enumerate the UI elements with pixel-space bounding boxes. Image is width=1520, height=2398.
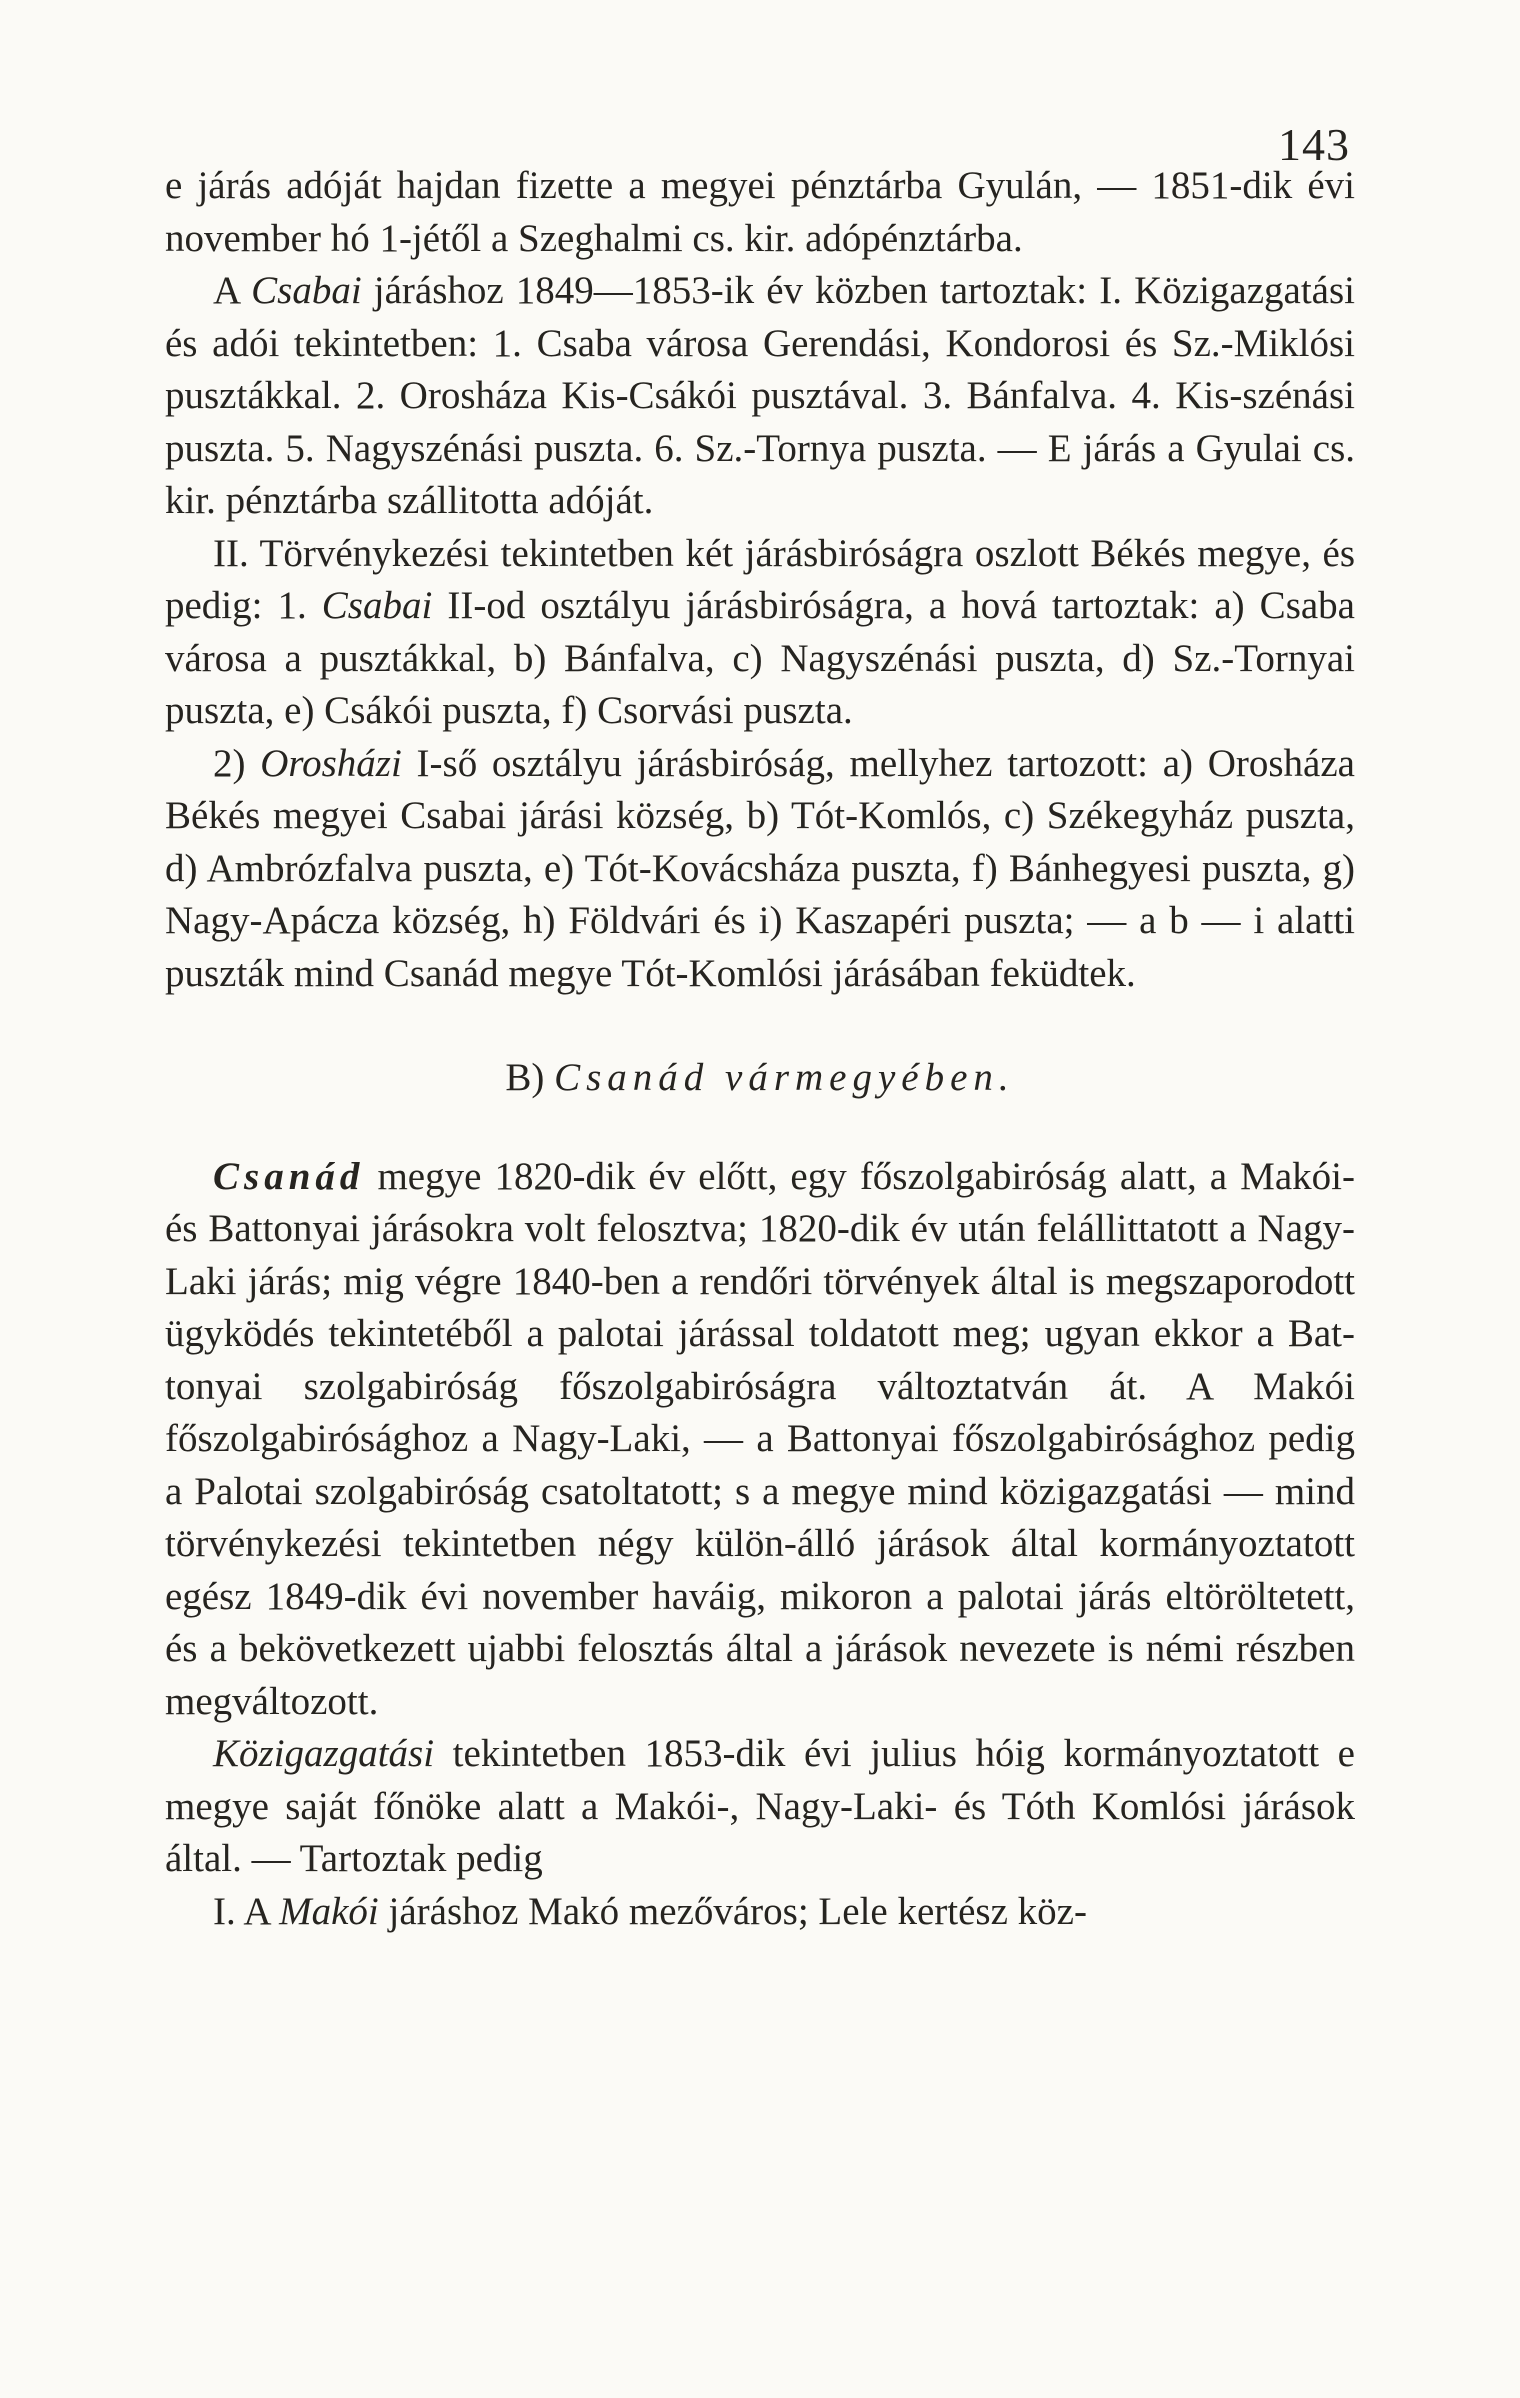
paragraph bbox=[165, 265, 1355, 528]
paragraph-text: megye 1820-dik év előtt, egy főszolgabiróság alatt, a Makói- és Battonyai járásokra volt felosztva; 1820-dik év után felállittatott a Nagy-Laki járás; mig végre 1840-ben a rendőri törvények által is megszaporodott ügyködés tekintetéből a palotai járással toldatott meg; ugyan ekkor a Battonyai szolgabiróság főszolgabiróságra változtatván át. A Makói főszolgabirósághoz a Nagy-Laki, — a Battonyai főszolgabirósághoz pedig a Palotai szolgabiróság csatoltatott; s a megye mind közigazgatási — mind törvénykezési tekintetben négy külön-álló járások által kormányoztatott egész 1849-dik évi november haváig, mikoron a palotai járás eltöröltetett, és a bekövetkezett ujabbi felosztás által a járások nevezete is némi részben megváltozott. bbox=[165, 1154, 1355, 1723]
paragraph-text: e járás adóját hajdan fizette a megyei pénztárba Gyulán, — 1851-dik évi november hó 1-jétől a Szeghalmi cs. kir. adópénztárba. bbox=[165, 164, 1355, 260]
paragraph bbox=[165, 528, 1355, 738]
emphasis-text: Csabai bbox=[251, 269, 362, 312]
paragraph-text: járáshoz 1849—1853-ik év közben tartoztak: I. Közigazgatási és adói tekintetben: 1. Csaba városa Gerendási, Kondorosi és Sz.-Miklósi pusztákkal. 2. Orosháza Kis-Csákói pusztával. 3. Bánfalva. 4. Kis-szénási puszta. 5. Nagyszénási puszta. 6. Sz.-Tornya puszta. — E járás a Gyulai cs. kir. pénztárba szállitotta adóját. bbox=[165, 269, 1355, 522]
emphasis-text: Orosházi bbox=[260, 741, 402, 785]
paragraph bbox=[165, 738, 1355, 1001]
paragraph bbox=[165, 1728, 1355, 1886]
paragraph-text: II. Törvénykezési tekintetben két járásbiróságra oszlott Békés megye, és pedig: 1. bbox=[165, 531, 1355, 627]
paragraph-text: tekintetben 1853-dik évi julius hóig kormányoztatott e megye saját főnöke alatt a Makói-, Nagy-Laki- és Tóth Komlósi járások által. — Tartoztak pedig bbox=[165, 1732, 1355, 1880]
section-heading-title: Csanád vármegyében. bbox=[554, 1056, 1015, 1099]
body-text bbox=[165, 160, 1355, 1938]
paragraph bbox=[165, 1886, 1355, 1939]
paragraph-text: I. A bbox=[213, 1889, 280, 1933]
emphasis-text: Makói bbox=[279, 1889, 379, 1933]
emphasis-text: Csanád bbox=[213, 1154, 365, 1198]
paragraph-text: II-od osztályu járásbiróságra, a hová tartoztak: a) Csaba városa a pusztákkal, b) Bánfalva, c) Nagyszénási puszta, d) Sz.-Tornyai puszta, e) Csákói puszta, f) Csorvási puszta. bbox=[165, 584, 1355, 732]
section-heading-prefix: B) bbox=[505, 1056, 545, 1099]
paragraph-text: I-ső osztályu járásbiróság, mellyhez tartozott: a) Orosháza Békés megyei Csabai járási község, b) Tót-Komlós, c) Székegyház puszta, d) Ambrózfalva puszta, e) Tót-Kovácsháza puszta, f) Bánhegyesi puszta, g) Nagy-Apácza község, h) Földvári és i) Kaszapéri puszta; — a b — i alatti puszták mind Csanád megye Tót-Komlósi járásában feküdtek. bbox=[165, 741, 1355, 995]
paragraph-text: 2) bbox=[213, 741, 261, 785]
section-heading bbox=[165, 1052, 1355, 1105]
paragraph-text: járáshoz Makó mezőváros; Lele kertész köz- bbox=[378, 1889, 1087, 1933]
emphasis-text: Közigazgatási bbox=[213, 1732, 435, 1775]
paragraph bbox=[165, 1151, 1355, 1729]
paragraph bbox=[165, 160, 1355, 265]
emphasis-text: Csabai bbox=[321, 584, 433, 627]
paragraph-text: A bbox=[213, 269, 252, 312]
section-csabai bbox=[165, 160, 1355, 1000]
page-number: 143 bbox=[1278, 119, 1350, 170]
section-csanad bbox=[165, 1151, 1355, 1939]
